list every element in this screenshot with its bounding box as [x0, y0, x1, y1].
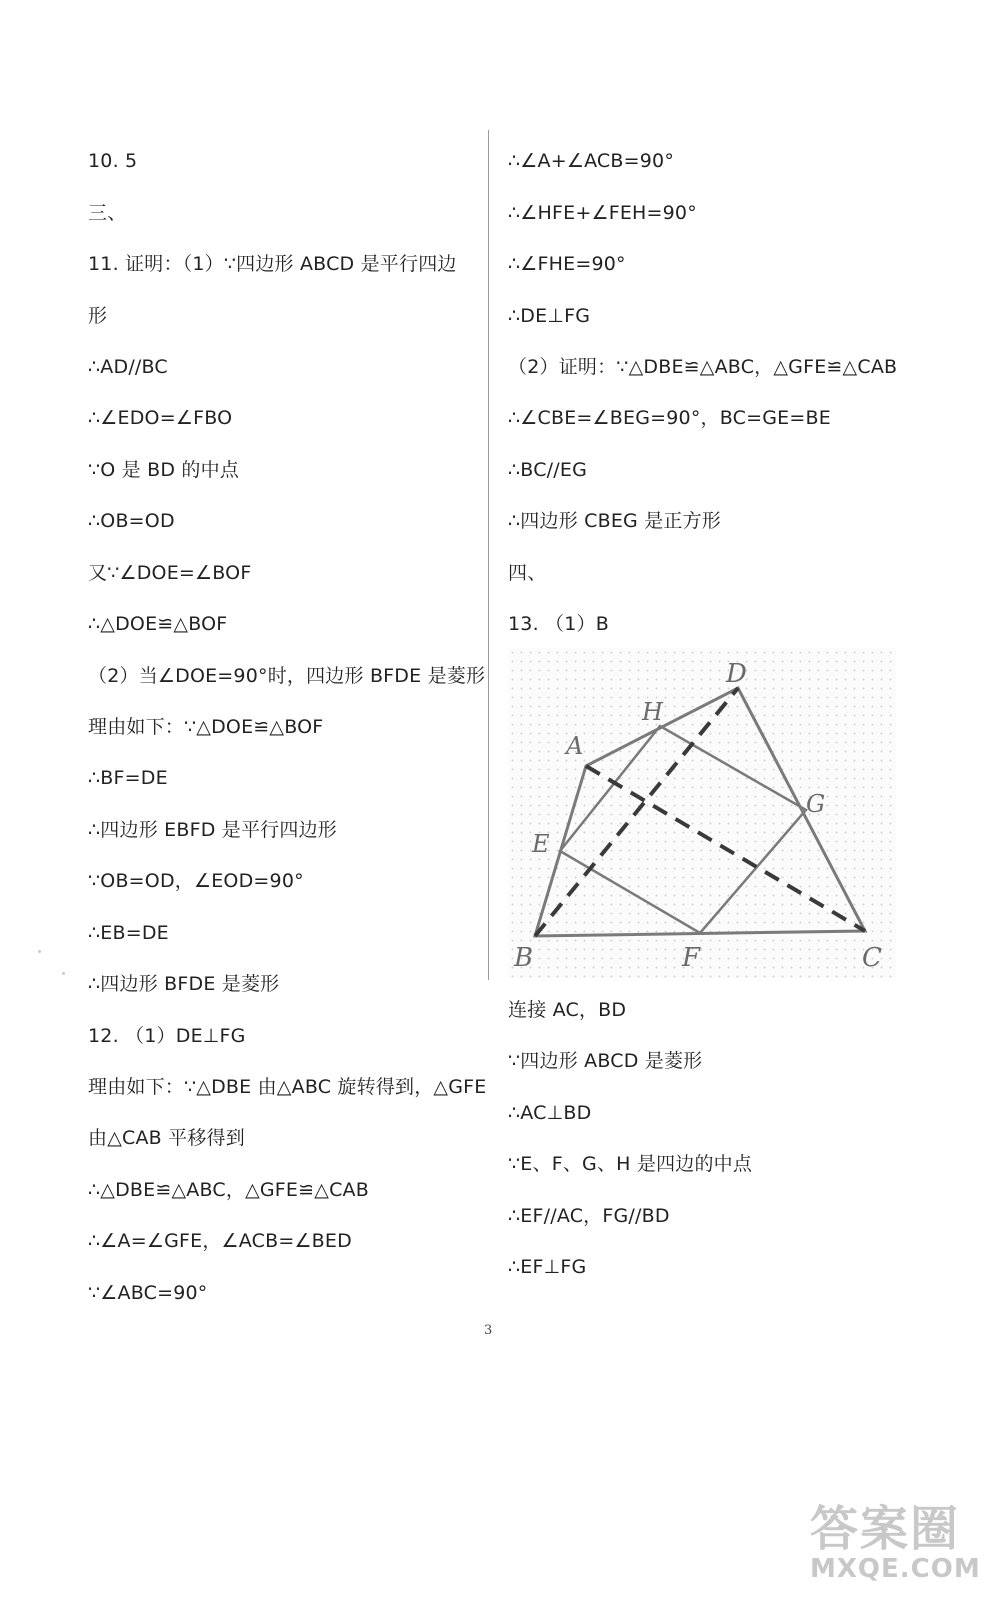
column-divider — [488, 130, 489, 980]
answer-line: 10. 5 — [88, 150, 138, 172]
midpoint-quadrilateral-efgh — [560, 726, 806, 933]
answer-line: ∵∠ABC=90° — [88, 1282, 208, 1304]
answer-line: ∴EF//AC，FG//BD — [508, 1205, 670, 1227]
answer-line: 又∵∠DOE=∠BOF — [88, 562, 252, 584]
answer-line: ∴AC⊥BD — [508, 1102, 592, 1124]
answer-line: ∴∠CBE=∠BEG=90°，BC=GE=BE — [508, 407, 831, 429]
answer-line: 11. 证明：（1）∵四边形 ABCD 是平行四边 — [88, 253, 457, 275]
answer-line: ∴AD//BC — [88, 356, 168, 378]
label-h: H — [642, 698, 663, 726]
answer-line: 形 — [88, 305, 108, 327]
answer-line: 13. （1）B — [508, 613, 609, 635]
answer-line: ∴OB=OD — [88, 510, 175, 532]
answer-line: ∴∠A=∠GFE，∠ACB=∠BED — [88, 1230, 352, 1252]
label-g: G — [806, 790, 826, 818]
label-a: A — [566, 732, 584, 760]
answer-line: ∵四边形 ABCD 是菱形 — [508, 1050, 703, 1072]
answer-line: ∵OB=OD，∠EOD=90° — [88, 870, 304, 892]
label-d: D — [726, 659, 747, 689]
answer-line: 由△CAB 平移得到 — [88, 1127, 245, 1149]
label-e: E — [532, 830, 550, 858]
answer-line: ∴BF=DE — [88, 767, 168, 789]
label-c: C — [862, 943, 882, 973]
diagonal-bd — [535, 688, 738, 936]
answer-line: ∴∠A+∠ACB=90° — [508, 150, 675, 172]
watermark-logo: 答案圈 — [810, 1501, 961, 1557]
scan-speck — [38, 950, 41, 953]
answer-line: 理由如下：∵△DOE≌△BOF — [88, 716, 324, 738]
quadrilateral-diagram — [508, 648, 896, 978]
answer-line: ∴EB=DE — [88, 922, 169, 944]
answer-line: ∴四边形 BFDE 是菱形 — [88, 973, 280, 995]
answer-line: ∴四边形 CBEG 是正方形 — [508, 510, 721, 532]
answer-line: 理由如下：∵△DBE 由△ABC 旋转得到，△GFE — [88, 1076, 487, 1098]
answer-line: ∴∠HFE+∠FEH=90° — [508, 202, 697, 224]
answer-line: 连接 AC，BD — [508, 999, 627, 1021]
answer-line: ∴△DBE≌△ABC，△GFE≌△CAB — [88, 1179, 369, 1201]
answer-line: ∴△DOE≌△BOF — [88, 613, 228, 635]
label-b: B — [514, 943, 534, 973]
page-number: 3 — [484, 1323, 493, 1338]
answer-line: ∴四边形 EBFD 是平行四边形 — [88, 819, 337, 841]
answer-line: （2）当∠DOE=90°时，四边形 BFDE 是菱形 — [88, 665, 486, 687]
answer-line: ∴EF⊥FG — [508, 1256, 587, 1278]
label-f: F — [682, 943, 701, 973]
answer-line: ∴BC//EG — [508, 459, 587, 481]
answer-line: ∴∠EDO=∠FBO — [88, 407, 233, 429]
watermark — [810, 1490, 990, 1590]
watermark-url: MXQE.COM — [810, 1554, 981, 1584]
answer-line: ∴DE⊥FG — [508, 305, 591, 327]
section-heading: 四、 — [508, 562, 547, 584]
answer-line: ∵E、F、G、H 是四边的中点 — [508, 1153, 753, 1175]
answer-line: 12. （1）DE⊥FG — [88, 1025, 246, 1047]
answer-line: （2）证明：∵△DBE≌△ABC，△GFE≌△CAB — [508, 356, 898, 378]
scan-speck — [62, 972, 65, 975]
answer-line: ∴∠FHE=90° — [508, 253, 626, 275]
answer-line: ∵O 是 BD 的中点 — [88, 459, 240, 481]
section-heading: 三、 — [88, 202, 127, 224]
geometry-figure — [508, 648, 896, 978]
